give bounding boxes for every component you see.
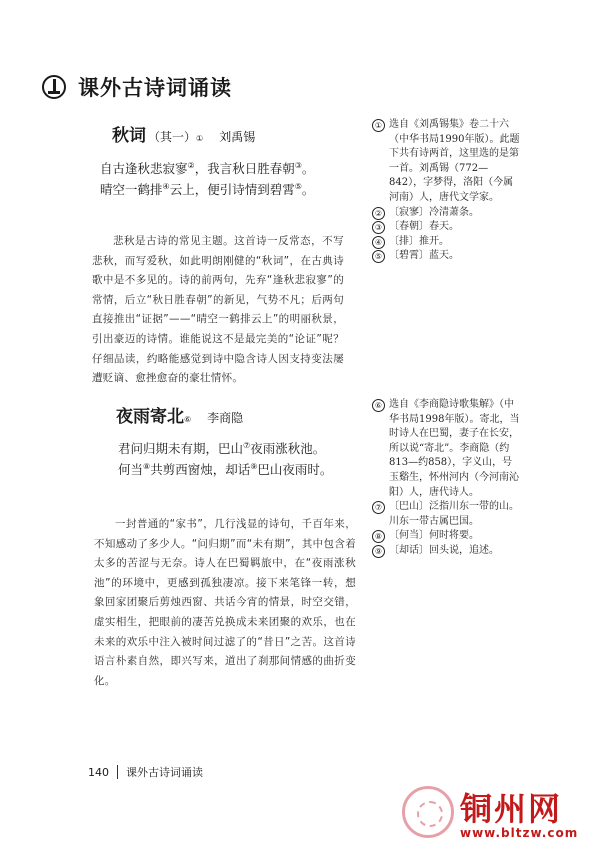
note-item: ⑧ 〔何当〕何时将要。 bbox=[372, 529, 522, 544]
footer-label: 课外古诗词诵读 bbox=[126, 766, 203, 779]
watermark-url: www.bltzw.com bbox=[460, 826, 579, 840]
note-item: ⑥ 选自《李商隐诗歌集解》（中华书局1998年版）。寄北，当时诗人在巴蜀，妻子在长安，所以说“寄北”。李商隐（约813—约858），字义山，号玉谿生，怀州河内（今河南沁阳）人，唐代诗人。 bbox=[372, 398, 522, 500]
note-item: ⑨ 〔却话〕回头说，追述。 bbox=[372, 544, 522, 559]
poem2-author: 李商隐 bbox=[207, 411, 244, 425]
poem2-title: 夜雨寄北 bbox=[116, 407, 184, 427]
page-footer bbox=[88, 764, 203, 780]
poem1-heading: 秋词 （其一） ① 刘禹锡 bbox=[112, 121, 255, 146]
poem1-subtitle: （其一） bbox=[148, 130, 197, 144]
page-number: 140 bbox=[88, 765, 109, 779]
poem2-commentary: 一封普通的“家书”，几行浅显的诗句，千百年来，不知感动了多少人。“问归期”而“未有期”，其中包含着太多的苦涩与无奈。诗人在巴蜀羁旅中，在“夜雨涨秋池”的环境中，更感到孤独凄凉。接下来笔锋一转，想象回家团聚后剪烛西窗、共话今宵的情景，时空交错，虚实相生，把眼前的凄苦兑换成未来团聚的欢乐，也在未来的欢乐中注入被时间过滤了的“昔日”之苦。这首诗语言朴素自然，即兴写来，道出了刹那间情感的曲折变化。 bbox=[94, 518, 356, 687]
watermark-name: 铜州网 bbox=[460, 790, 563, 828]
note-item: ① 选自《刘禹锡集》卷二十六（中华书局1990年版）。此题下共有诗两首，这里选的是第一首。刘禹锡（772—842），字梦得，洛阳（今属河南）人，唐代文学家。 bbox=[372, 118, 522, 206]
poem1-author: 刘禹锡 bbox=[219, 130, 256, 144]
poem1-body bbox=[100, 158, 314, 200]
footer-divider bbox=[117, 765, 118, 779]
note-item: ④ 〔排〕推开。 bbox=[372, 235, 522, 250]
poem2-line2: 何当⑧共剪西窗烛，却话⑨巴山夜雨时。 bbox=[118, 461, 333, 477]
poem1-line2: 晴空一鹤排④云上，便引诗情到碧霄⑤。 bbox=[100, 181, 315, 197]
note-item: ② 〔寂寥〕冷清萧条。 bbox=[372, 206, 522, 221]
poem2-heading: 夜雨寄北 ⑥ 李商隐 bbox=[116, 402, 243, 427]
poem2-notes bbox=[372, 398, 522, 559]
poem2-line1: 君问归期未有期，巴山⑦夜雨涨秋池。 bbox=[118, 440, 326, 456]
watermark bbox=[398, 784, 598, 846]
watermark-seal-icon bbox=[402, 786, 454, 838]
poem1-line1: 自古逢秋悲寂寥②，我言秋日胜春朝③。 bbox=[100, 160, 315, 176]
note-item: ⑦ 〔巴山〕泛指川东一带的山。川东一带古属巴国。 bbox=[372, 500, 522, 529]
note-item: ③ 〔春朝〕春天。 bbox=[372, 220, 522, 235]
note-item: ⑤ 〔碧霄〕蓝天。 bbox=[372, 249, 522, 264]
section-icon bbox=[42, 75, 66, 99]
poem1-commentary: 悲秋是古诗的常见主题。这首诗一反常态，不写悲秋，而写爱秋，如此明朗刚健的“秋词”，在古典诗歌中是不多见的。诗的前两句，先弃“逢秋悲寂寥”的常情，后立“秋日胜春朝”的新见，气势不凡；后两句直接推出“证据”——“晴空一鹤排云上”的明丽秋景，引出豪迈的诗情。谁能说这不是最完美的“论证”呢？仔细品读，约略能感觉到诗中隐含诗人因支持变法屡遭贬谪、愈挫愈奋的豪壮情怀。 bbox=[92, 235, 344, 385]
section-title: 课外古诗词诵读 bbox=[78, 76, 232, 100]
poem2-body bbox=[118, 438, 332, 480]
poem1-notes bbox=[372, 118, 522, 264]
poem1-title: 秋词 bbox=[112, 126, 146, 146]
section-header bbox=[42, 74, 232, 100]
